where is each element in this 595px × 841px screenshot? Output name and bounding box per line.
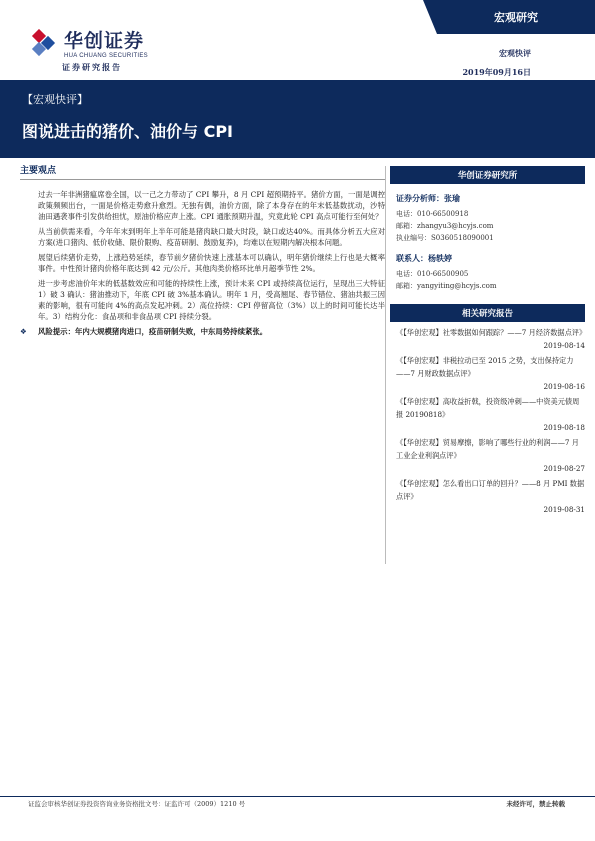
paragraph-2: 从当前供需来看，今年年末到明年上半年可能是猪肉缺口最大时段，缺口或达40%。而具体分析五大应对方案(进口猪肉、低价收储、限价限购、疫苗研制、鼓励复养)，均难以在短期内解决根本问题。	[38, 227, 385, 247]
logo-icon	[30, 29, 58, 57]
related-reports-header: 相关研究报告	[390, 304, 585, 322]
analyst-heading: 证券分析师：张瑜	[396, 193, 460, 203]
related-report-5[interactable]: 《【华创宏观】怎么看出口订单的回升？——8 月 PMI 数据点评》	[396, 479, 585, 501]
analyst-license: 执业编号：S0360518090001	[396, 234, 494, 242]
paragraph-1: 过去一年非洲猪瘟席卷全国，以一己之力带动了 CPI 攀升，8 月 CPI 超预期持平。猪价方面，一面是调控政策频频出台，一面是价格走势愈升愈烈。无独有偶，油价方面，除了本身存在的年末低基数扰动，沙特油田遇袭事件引发供给担忧，原油价格应声上涨。CPI 通胀预期升温，究竟此轮 CPI 高点可能行至何处？	[38, 190, 385, 221]
contact-heading: 联系人：杨轶婷	[396, 253, 452, 263]
risk-label: 风险提示：	[38, 327, 75, 336]
related-report-date: 2019-08-14	[543, 341, 585, 350]
report-label: 证券研究报告	[62, 62, 122, 72]
related-report-date: 2019-08-16	[543, 382, 585, 391]
banner-category: 【宏观快评】	[22, 93, 88, 106]
footer-notice: 未经许可，禁止转载	[506, 800, 565, 808]
related-report-4[interactable]: 《【华创宏观】贸易摩擦，影响了哪些行业的利润——7 月工业企业利润点评》	[396, 438, 579, 460]
report-category-tag: 宏观研究	[437, 0, 595, 34]
footer-license: 证监会审核华创证券投资咨询业务资格批文号：证监许可（2009）1210 号	[28, 800, 246, 808]
risk-text: 年内大规模猪肉进口，疫苗研制失败，中东局势持续紧张。	[74, 327, 268, 336]
related-report-3[interactable]: 《【华创宏观】高收益折戟，投资级冲刺——中资美元债周报 20190818》	[396, 397, 580, 419]
main-content	[20, 166, 385, 337]
analyst-phone: 电话：010-66500918	[396, 210, 469, 218]
section-title: 主要观点	[20, 166, 385, 180]
risk-warning	[20, 326, 385, 337]
paragraph-3: 展望后续猪价走势，上涨趋势延续，春节前夕猪价快速上涨基本可以确认，明年猪价继续上行也是大概率事件。中性预计猪肉价格年底达到 42 元/公斤。其他肉类价格环比单月超季节性 2%。	[38, 253, 385, 273]
title-banner	[0, 81, 595, 158]
contact-phone: 电话：010-66500905	[396, 270, 469, 278]
page-title: 图说进击的猪价、油价与 CPI	[22, 122, 233, 141]
related-report-date: 2019-08-18	[543, 423, 585, 432]
company-logo	[30, 26, 148, 59]
related-report-date: 2019-08-27	[543, 464, 585, 473]
logo-english-text: HUA CHUANG SECURITIES	[64, 53, 148, 59]
paragraph-4: 进一步考虑油价年末的低基数效应和可能的持续性上涨，预计未来 CPI 或持续高位运行，呈现出三大特征 1）破 3 确认：猪油推动下，年底 CPI 破 3%基本确认。明年 1 月，受高翘尾、春节错位、猪油共振三因素的影响，很有可能向 4%的高点发起冲刺。2）高位持续：CPI 停留高位（3%）以上的时间可能长达半年。3）结构分化：食品项和非食品项 CPI 持续分裂。	[38, 279, 385, 321]
diamond-bullet-icon: ❖	[20, 327, 27, 336]
contact-email[interactable]: 邮箱：yangyiting@hcyjs.com	[396, 282, 497, 290]
sidebar	[390, 166, 585, 514]
column-divider	[385, 166, 386, 564]
document-date: 2019年09月16日	[462, 67, 531, 77]
related-report-2[interactable]: 《【华创宏观】非税拉动已至 2015 之势，支出保持定力——7 月财政数据点评》	[396, 356, 574, 378]
analyst-email[interactable]: 邮箱：zhangyu3@hcyjs.com	[396, 222, 494, 230]
related-report-1[interactable]: 《【华创宏观】社零数据如何跟踪？——7 月经济数据点评》	[396, 328, 587, 337]
institute-header: 华创证券研究所	[390, 166, 585, 184]
related-report-date: 2019-08-31	[543, 505, 585, 514]
logo-text: 华创证券	[64, 30, 145, 52]
document-type: 宏观快评	[499, 48, 531, 58]
footer-divider	[0, 796, 595, 797]
